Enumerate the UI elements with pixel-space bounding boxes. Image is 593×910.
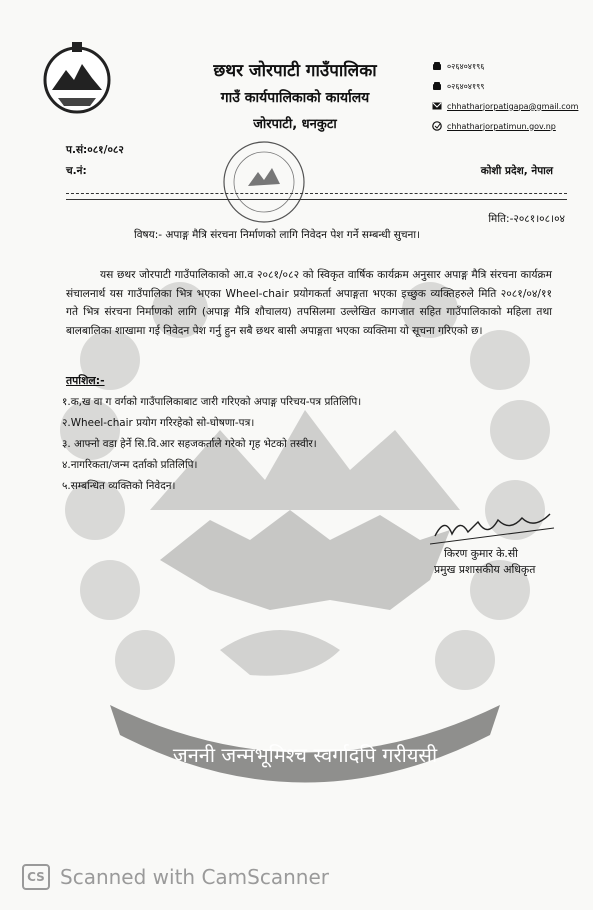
camscanner-watermark [22, 864, 329, 890]
camscanner-text: Scanned with CamScanner [60, 865, 329, 889]
body-paragraph: यस छथर जोरपाटी गाउँपालिकाको आ.व २०८१/०८२ को स्विकृत वार्षिक कार्यक्रम अनुसार अपाङ्ग मैत्रि संरचना कार्यक्रम संचालनार्थ यस गाउँपालिका भित्र भएका Wheel-chair प्रयोगकर्ता अपाङ्गता भएका इच्छुक व्यक्तिहरुले मिति २०८१/०४/११ गते भित्र संरचना निर्माणको लागि (अपाङ्ग मैत्रि शौचालय) तपसिलमा उल्लेखित कागजात सहित गाउँपालिकाको महिला तथा बालबालिका शाखामा गई निवेदन पेश गर्नु हुन सबै छथर बासी अपाङ्गता भएका व्यक्तिमा यो सूचना गरिएको छ। [66, 269, 552, 337]
contact-text: chhatharjorpatigapa@gmail.com [447, 101, 579, 111]
contact-phone-1 [432, 56, 592, 76]
header-divider-dashed [66, 193, 567, 194]
phone-icon [432, 81, 442, 91]
office-stamp [218, 136, 310, 228]
signatory-name: किरण कुमार के.सी [444, 547, 518, 560]
office-location: जोरपाटी, धनकुटा [253, 117, 337, 132]
office-name: गाउँ कार्यपालिकाको कार्यालय [220, 90, 370, 106]
signatory-title: प्रमुख प्रशासकीय अधिकृत [434, 563, 536, 576]
details-list [62, 392, 361, 497]
contact-text: chhatharjorpatimun.gov.np [447, 121, 556, 131]
list-item: ३. आफ्नो वडा हेर्ने सि.वि.आर सहजकर्ताले गरेको गृह भेटको तस्वीर। [62, 438, 317, 450]
phone-icon [432, 61, 442, 71]
letter-date: मिति:-२०८१।०८।०४ [488, 213, 565, 225]
list-item: १.क,ख वा ग वर्गको गाउँपालिकाबाट जारी गरिएको अपाङ्ग परिचय-पत्र प्रतिलिपि। [62, 396, 362, 408]
letter-body [66, 266, 552, 340]
contact-text: ०२६४०४१९६ [447, 61, 485, 71]
province-label: कोशी प्रदेश, नेपाल [480, 165, 553, 177]
dispatch-number: च.नं: [66, 165, 87, 177]
contact-phone-2 [432, 76, 592, 96]
reference-number: प.सं:०८१/०८२ [66, 144, 124, 156]
web-icon [432, 121, 442, 131]
municipality-name: छथर जोरपाटी गाउँपालिका [213, 61, 377, 81]
list-item: ५.सम्बन्धित व्यक्तिको निवेदन। [62, 480, 176, 492]
details-heading: तपशिल:- [66, 374, 105, 387]
contact-email[interactable] [432, 96, 592, 116]
header-divider [66, 199, 567, 200]
motto-ribbon [110, 690, 500, 790]
motto-text: जननी जन्मभूमिश्च स्वर्गादपि गरीयसी [172, 743, 438, 767]
list-item: ४.नागरिकता/जन्म दर्ताको प्रतिलिपि। [62, 459, 198, 471]
contact-website[interactable] [432, 116, 592, 136]
nepal-emblem-logo [38, 40, 116, 114]
list-item: २.Wheel-chair प्रयोग गरिरहेको सो-घोषणा-पत्र। [62, 417, 255, 429]
camscanner-badge: CS [22, 864, 50, 890]
contact-text: ०२६४०४१९९ [447, 81, 485, 91]
contact-block [432, 56, 592, 136]
letter-subject: विषय:- अपाङ्ग मैत्रि संरचना निर्माणको लागि निवेदन पेश गर्ने सम्बन्धी सुचना। [134, 229, 421, 241]
handwritten-signature [430, 508, 560, 548]
email-icon [432, 101, 442, 111]
